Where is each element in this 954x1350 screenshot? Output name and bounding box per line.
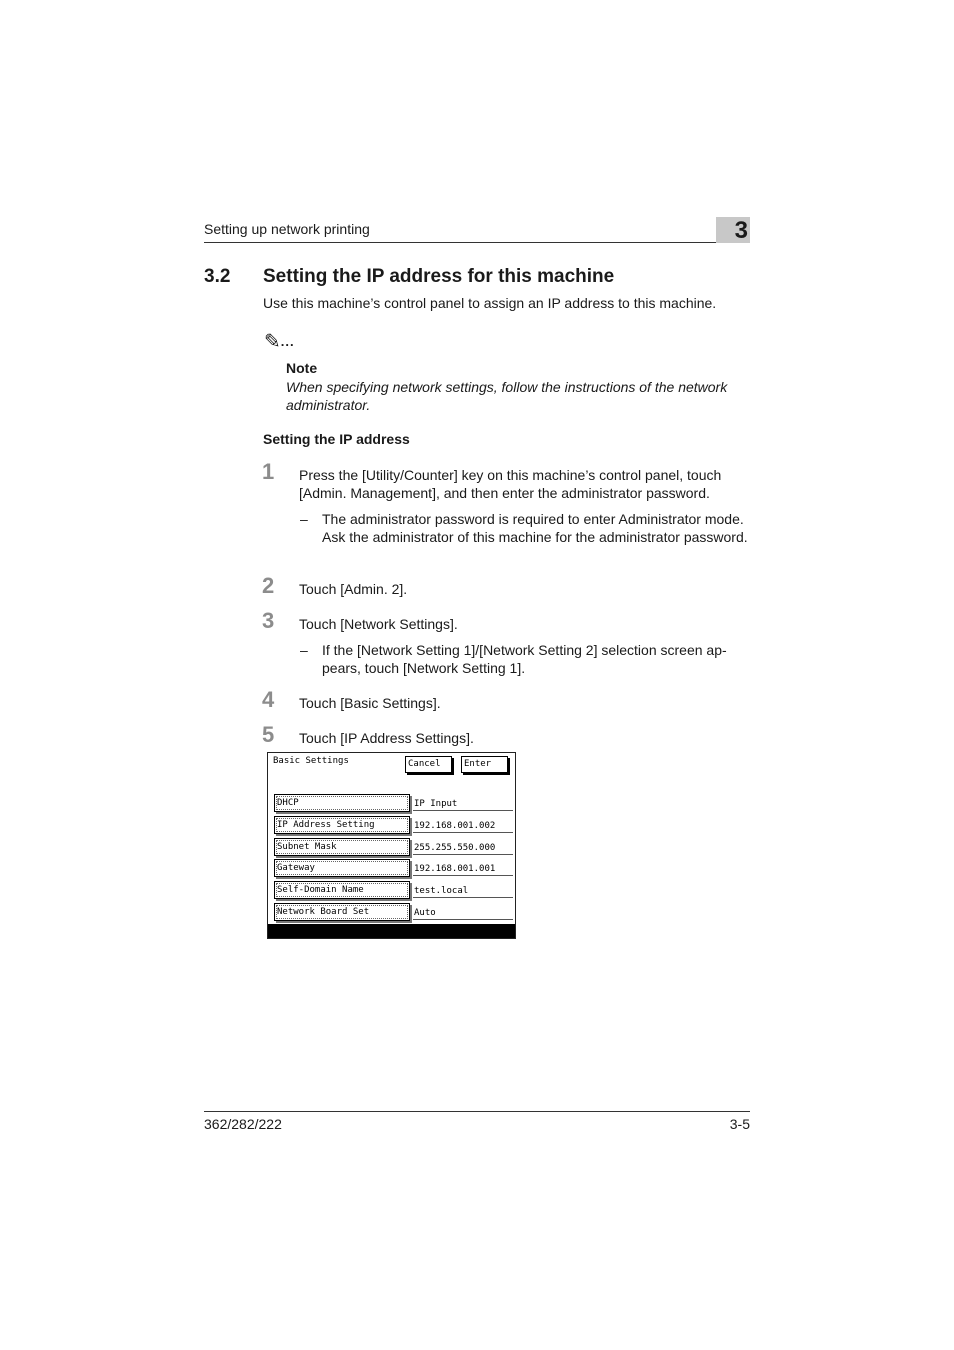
network-board-set-value: Auto <box>413 904 513 920</box>
running-title: Setting up network printing <box>204 221 370 237</box>
gateway-value: 192.168.001.001 <box>413 860 513 876</box>
section-number: 3.2 <box>204 266 231 287</box>
step-text-1: Press the [Utility/Counter] key on this machine’s control panel, touch [Admin. Management], and then enter the administrator password. <box>299 467 722 501</box>
panel-footer-bar <box>268 924 515 938</box>
step-text-2: Touch [Admin. 2]. <box>299 581 408 597</box>
self-domain-name-button[interactable]: Self-Domain Name <box>274 881 410 899</box>
chapter-number: 3 <box>716 217 750 243</box>
running-header <box>204 217 750 244</box>
procedure-heading: Setting the IP address <box>263 431 410 447</box>
ip-address-value: 192.168.001.002 <box>413 817 513 833</box>
ip-address-setting-button[interactable]: IP Address Setting <box>274 816 410 834</box>
section-intro: Use this machine’s control panel to assign an IP address to this machine. <box>263 295 717 311</box>
step-text-3: Touch [Network Settings]. <box>299 616 458 632</box>
step-sub-text-3: If the [Network Setting 1]/[Network Setting 2] selection screen ap-pears, touch [Network Setting 1]. <box>322 642 727 676</box>
dhcp-button[interactable]: DHCP <box>274 794 410 812</box>
note-label: Note <box>286 360 318 376</box>
page-number: 3-5 <box>729 1116 750 1132</box>
sub-bullet-dash: – <box>300 511 308 527</box>
note-dots: ... <box>280 334 295 349</box>
step-number-5: 5 <box>262 722 275 747</box>
step-sub-text-1: The administrator password is required to enter Administrator mode. Ask the administrator of this machine for the administrator password. <box>322 511 748 545</box>
subnet-mask-button[interactable]: Subnet Mask <box>274 838 410 856</box>
basic-settings-screenshot <box>267 752 516 939</box>
panel-title: Basic Settings <box>273 756 349 766</box>
dhcp-value: IP Input <box>413 795 513 811</box>
step-number-1: 1 <box>262 459 275 484</box>
model-number: 362/282/222 <box>204 1116 282 1132</box>
sub-bullet-dash: – <box>300 642 308 658</box>
step-number-4: 4 <box>262 687 275 712</box>
step-text-4: Touch [Basic Settings]. <box>299 695 441 711</box>
self-domain-name-value: test.local <box>413 882 513 898</box>
note-text: When specifying network settings, follow the instructions of the network administrator. <box>286 379 728 413</box>
subnet-mask-value: 255.255.550.000 <box>413 839 513 855</box>
pencil-icon: ✎... <box>264 331 295 353</box>
enter-button[interactable]: Enter <box>461 756 508 773</box>
gateway-button[interactable]: Gateway <box>274 859 410 877</box>
section-title: Setting the IP address for this machine <box>263 266 615 287</box>
cancel-button[interactable]: Cancel <box>405 756 452 773</box>
step-text-5: Touch [IP Address Settings]. <box>299 730 474 746</box>
running-footer <box>204 1111 750 1135</box>
network-board-set-button[interactable]: Network Board Set <box>274 903 410 921</box>
step-number-3: 3 <box>262 608 275 633</box>
step-number-2: 2 <box>262 573 275 598</box>
